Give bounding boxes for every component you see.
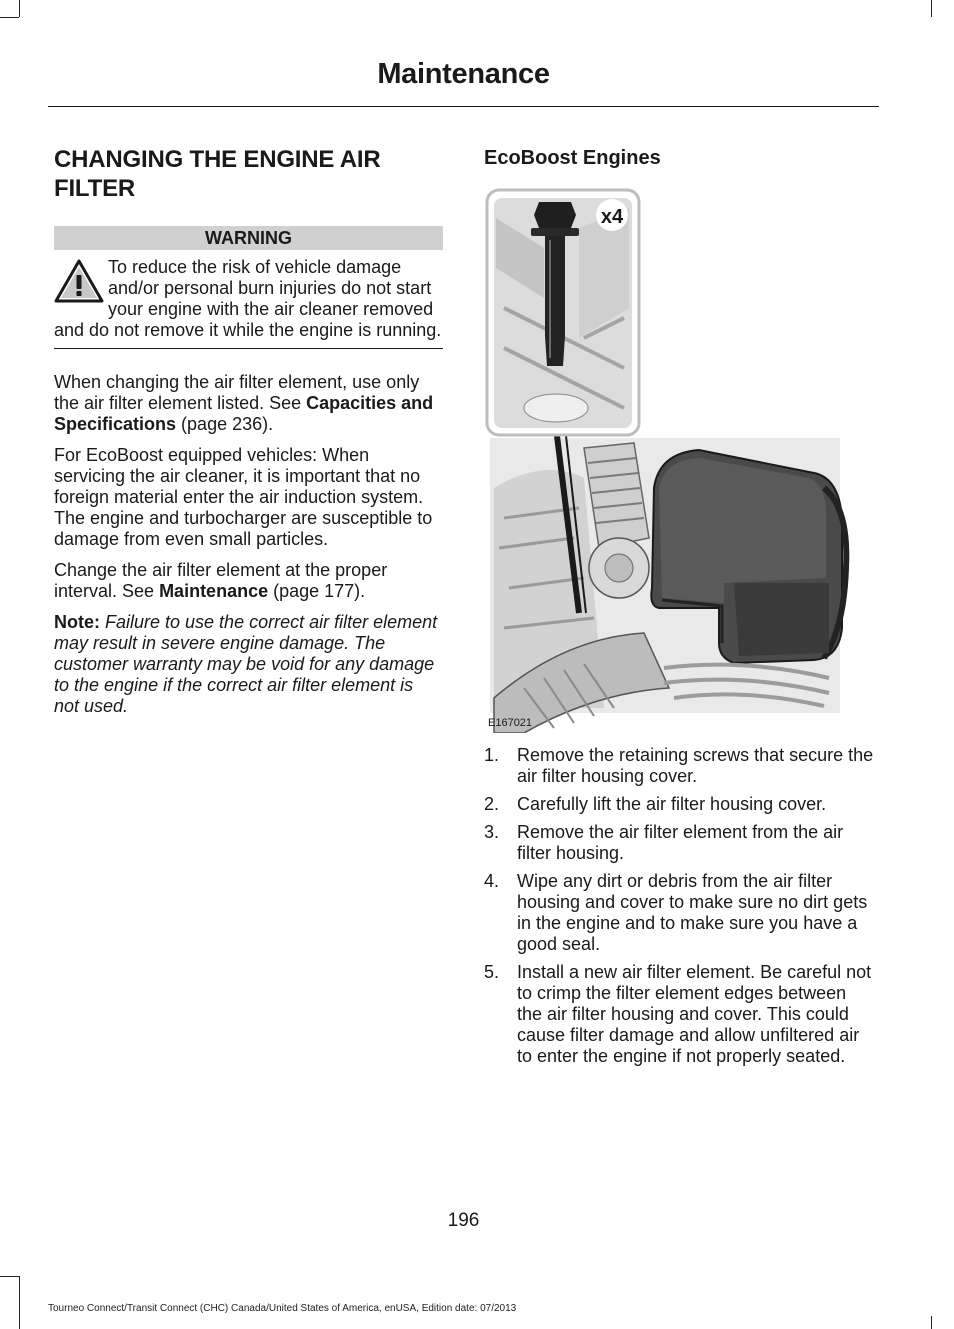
list-item (484, 822, 876, 864)
subsection-title: EcoBoost Engines (484, 147, 661, 169)
step-text: Remove the retaining screws that secure the air filter housing cover. (517, 745, 874, 786)
paragraph (54, 560, 443, 602)
warning-text: To reduce the risk of vehicle damage and/or personal burn injuries do not start your engine with the air cleaner removed and do not remove it while the engine is running. (54, 257, 442, 340)
crop-mark (931, 1316, 932, 1329)
cross-reference-link[interactable]: Capacities and Specifications (54, 393, 434, 434)
engine-air-filter-figure (484, 188, 876, 733)
step-text: Install a new air filter element. Be careful not to crimp the filter element edges between the air filter housing and cover. This could cause filter damage and allow unfiltered air to enter the engine if not properly seated. (517, 962, 872, 1066)
crop-mark (19, 0, 20, 17)
step-text: Remove the air filter element from the air filter housing. (517, 822, 844, 863)
crop-mark (931, 0, 932, 17)
crop-mark (0, 1276, 19, 1277)
right-column (484, 145, 876, 1074)
paragraph-text: When changing the air filter element, use only the air filter element listed. See (54, 372, 420, 413)
page-number: 196 (447, 1210, 480, 1231)
step-number: 1. (484, 745, 500, 765)
step-text: Carefully lift the air filter housing cover. (517, 794, 827, 814)
multiplier-label: x4 (600, 206, 624, 228)
warning-triangle-icon (54, 259, 104, 303)
paragraph-text: Change the air filter element at the proper interval. See (54, 560, 388, 601)
left-column (54, 145, 443, 717)
page-reference: (page 177). (268, 581, 366, 601)
list-item (484, 745, 876, 787)
step-number: 2. (484, 794, 500, 814)
list-item (484, 794, 876, 815)
footer-edition-text: Tourneo Connect/Transit Connect (CHC) Canada/United States of America, enUSA, Edition date: 07/2013 (48, 1303, 517, 1314)
page-reference: (page 236). (176, 414, 274, 434)
paragraph (54, 372, 443, 435)
note (54, 612, 443, 717)
figure-code: E167021 (488, 717, 533, 729)
list-item (484, 962, 876, 1067)
engine-illustration (484, 188, 876, 733)
note-label: Note: (54, 612, 100, 632)
crop-mark (0, 17, 19, 18)
instruction-steps (484, 745, 876, 1067)
crop-mark (19, 1276, 20, 1329)
step-number: 5. (484, 962, 500, 982)
warning-header: WARNING (54, 226, 443, 250)
section-title: CHANGING THE ENGINE AIR FILTER (54, 146, 381, 202)
page-header-title: Maintenance (377, 58, 550, 90)
list-item (484, 871, 876, 955)
step-number: 3. (484, 822, 500, 842)
cross-reference-link[interactable]: Maintenance (159, 581, 269, 601)
warning-box (54, 257, 443, 349)
paragraph: For EcoBoost equipped vehicles: When servicing the air cleaner, it is important that no foreign material enter the air induction system. The engine and turbocharger are susceptible to damage from even small particles. (54, 445, 433, 549)
step-text: Wipe any dirt or debris from the air filter housing and cover to make sure no dirt gets in the engine and to make sure you have a good seal. (517, 871, 868, 954)
header-divider (48, 106, 879, 107)
step-number: 4. (484, 871, 500, 891)
note-text: Failure to use the correct air filter element may result in severe engine damage. The customer warranty may be void for any damage to the engine if the correct air filter element is not used. (54, 612, 438, 716)
